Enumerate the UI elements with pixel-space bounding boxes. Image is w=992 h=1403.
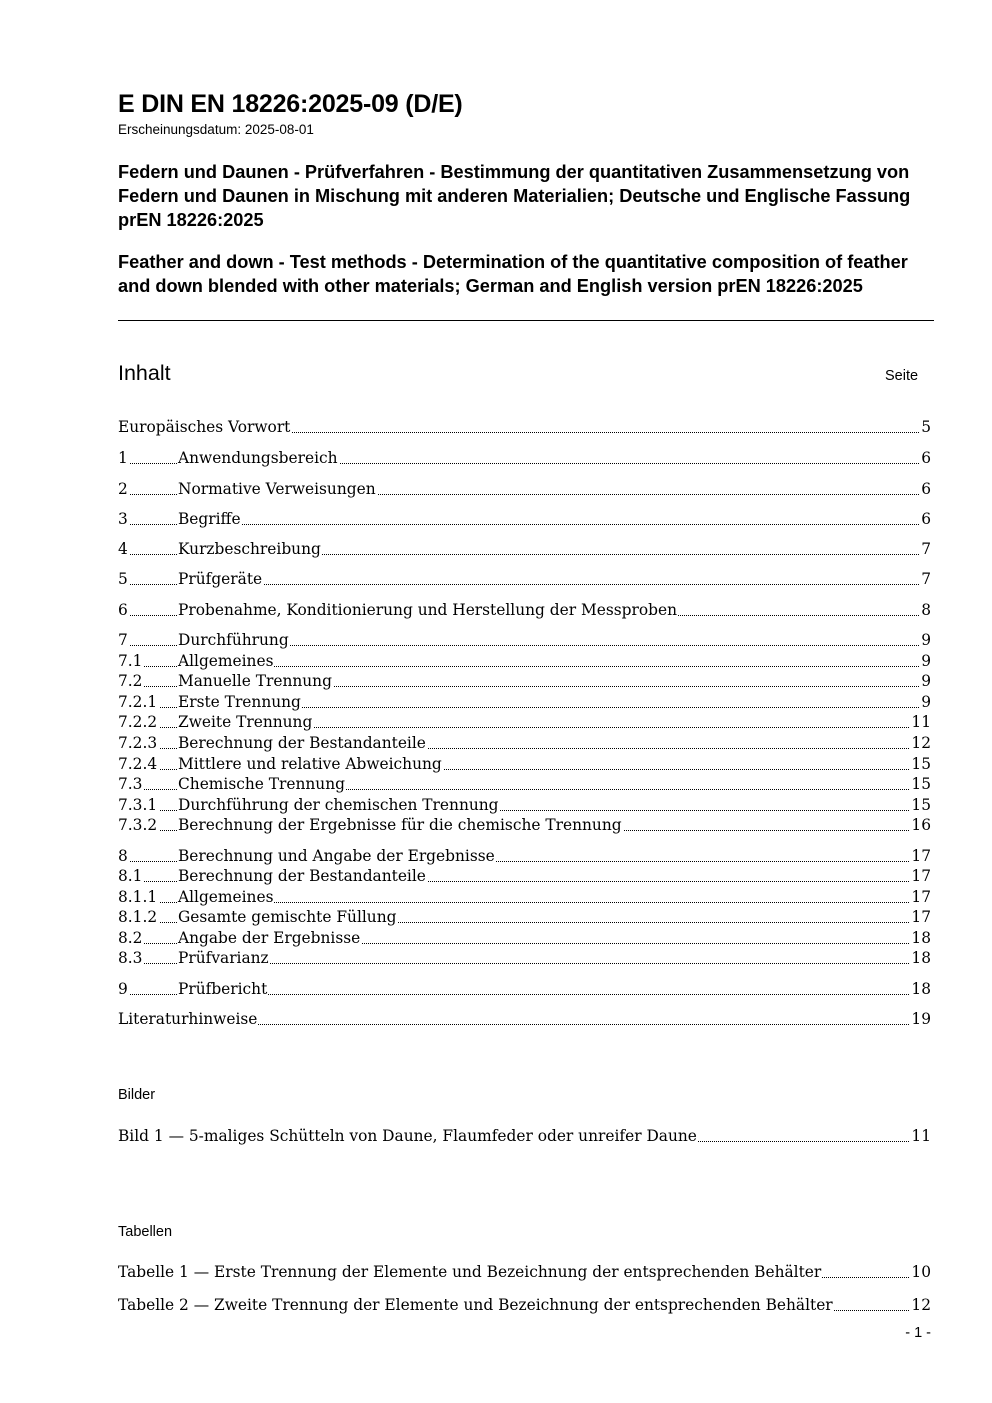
title-german: Federn und Daunen - Prüfverfahren - Bestimmung der quantitativen Zusammensetzung von Federn und Daunen in Mischung mit anderen Materialien; Deutsche und Englische Fassung prEN 18226:2025 bbox=[118, 162, 911, 230]
page-column-label: Seite bbox=[885, 368, 919, 384]
toc-entry-page: 11 bbox=[911, 713, 931, 731]
toc-entry[interactable] bbox=[118, 845, 931, 867]
toc-entry-title: Prüfgeräte bbox=[178, 570, 263, 588]
toc-entry-title: Durchführung der chemischen Trennung bbox=[178, 796, 499, 814]
toc-entry[interactable] bbox=[118, 508, 931, 530]
toc-entry-number: 7.2.2 bbox=[118, 713, 158, 731]
toc-entry-page: 12 bbox=[911, 734, 931, 752]
table-entry[interactable] bbox=[118, 1294, 931, 1316]
toc-entry-page: 15 bbox=[911, 755, 931, 773]
toc-entry-number: 8.1.1 bbox=[118, 888, 158, 906]
toc-entry[interactable] bbox=[118, 753, 931, 775]
toc-entry-number: 7.2.4 bbox=[118, 755, 158, 773]
toc-entry[interactable] bbox=[118, 773, 931, 795]
toc-entry-page: 17 bbox=[911, 908, 931, 926]
toc-entry[interactable] bbox=[118, 599, 931, 621]
publication-date: Erscheinungsdatum: 2025-08-01 bbox=[118, 122, 314, 137]
toc-entry-page: 9 bbox=[921, 693, 931, 711]
toc-entry-number: 3 bbox=[118, 510, 128, 528]
toc-entry-number: 8.2 bbox=[118, 929, 143, 947]
toc-entry-page: 17 bbox=[911, 867, 931, 885]
toc-entry-number: 7.2.1 bbox=[118, 693, 158, 711]
toc-entry-number: 7.3.2 bbox=[118, 816, 158, 834]
toc-entry-number: 8.3 bbox=[118, 949, 143, 967]
toc-entry-page: 5 bbox=[921, 418, 931, 436]
toc-entry-title: Prüfvarianz bbox=[178, 949, 269, 967]
toc-entry-number: 8.1 bbox=[118, 867, 143, 885]
toc-entry-title: Berechnung der Bestandanteile bbox=[178, 734, 426, 752]
toc-entry-page: 6 bbox=[921, 510, 931, 528]
title-divider bbox=[118, 320, 934, 321]
table-entry-page: 10 bbox=[911, 1263, 931, 1281]
page-number: - 1 - bbox=[905, 1325, 931, 1341]
toc-entry[interactable] bbox=[118, 865, 931, 887]
toc-entry-title: Durchführung bbox=[178, 631, 289, 649]
toc-entry-page: 18 bbox=[911, 929, 931, 947]
toc-entry-page: 17 bbox=[911, 847, 931, 865]
toc-entry-title: Berechnung und Angabe der Ergebnisse bbox=[178, 847, 495, 865]
toc-entry-title: Allgemeines bbox=[178, 652, 274, 670]
toc-entry-title: Anwendungsbereich bbox=[178, 449, 338, 467]
toc-entry-number: 2 bbox=[118, 480, 128, 498]
toc-entry-page: 9 bbox=[921, 631, 931, 649]
toc-entry-number: 7.3.1 bbox=[118, 796, 158, 814]
toc-entry-title: Normative Verweisungen bbox=[178, 480, 376, 498]
toc-entry-page: 18 bbox=[911, 980, 931, 998]
toc-entry[interactable] bbox=[118, 416, 931, 438]
title-english: Feather and down - Test methods - Determination of the quantitative composition of feather and down blended with other materials; German and English version prEN 18226:2025 bbox=[118, 252, 908, 296]
toc-entry[interactable] bbox=[118, 538, 931, 560]
toc-entry[interactable] bbox=[118, 978, 931, 1000]
toc-entry[interactable] bbox=[118, 794, 931, 816]
toc-entry-page: 15 bbox=[911, 796, 931, 814]
toc-entry-page: 7 bbox=[921, 570, 931, 588]
table-entry-title: Tabelle 1 — Erste Trennung der Elemente und Bezeichnung der entsprechenden Behälter bbox=[118, 1263, 822, 1281]
toc-entry[interactable] bbox=[118, 947, 931, 969]
toc-entry-title: Gesamte gemischte Füllung bbox=[178, 908, 397, 926]
toc-entry-page: 6 bbox=[921, 449, 931, 467]
toc-entry[interactable] bbox=[118, 711, 931, 733]
toc-entry-number: 9 bbox=[118, 980, 128, 998]
toc-entry[interactable] bbox=[118, 670, 931, 692]
toc-entry-page: 7 bbox=[921, 540, 931, 558]
toc-entry-page: 15 bbox=[911, 775, 931, 793]
toc-entry[interactable] bbox=[118, 906, 931, 928]
toc-entry-page: 19 bbox=[911, 1010, 931, 1028]
toc-entry-title: Mittlere und relative Abweichung bbox=[178, 755, 442, 773]
toc-entry-number: 7 bbox=[118, 631, 128, 649]
toc-entry-number: 4 bbox=[118, 540, 128, 558]
document-id: E DIN EN 18226:2025-09 (D/E) bbox=[118, 90, 463, 118]
toc-entry[interactable] bbox=[118, 1008, 931, 1030]
toc-entry-page: 8 bbox=[921, 601, 931, 619]
toc-entry-title: Manuelle Trennung bbox=[178, 672, 332, 690]
figure-entry[interactable] bbox=[118, 1125, 931, 1147]
toc-entry-title: Kurzbeschreibung bbox=[178, 540, 321, 558]
figures-heading: Bilder bbox=[118, 1087, 156, 1103]
toc-entry-page: 9 bbox=[921, 652, 931, 670]
toc-entry[interactable] bbox=[118, 732, 931, 754]
toc-entry[interactable] bbox=[118, 478, 931, 500]
toc-entry-page: 9 bbox=[921, 672, 931, 690]
toc-entry[interactable] bbox=[118, 447, 931, 469]
toc-entry-title: Chemische Trennung bbox=[178, 775, 345, 793]
toc-heading: Inhalt bbox=[118, 361, 171, 385]
toc-entry-number: 8 bbox=[118, 847, 128, 865]
toc-entry-page: 6 bbox=[921, 480, 931, 498]
toc-entry[interactable] bbox=[118, 629, 931, 651]
toc-entry-title: Probenahme, Konditionierung und Herstellung der Messproben bbox=[178, 601, 677, 619]
toc-entry-page: 16 bbox=[911, 816, 931, 834]
toc-entry[interactable] bbox=[118, 927, 931, 949]
table-entry-page: 12 bbox=[911, 1296, 931, 1314]
toc-entry-number: 5 bbox=[118, 570, 128, 588]
table-entry[interactable] bbox=[118, 1261, 931, 1283]
toc-entry-number: 8.1.2 bbox=[118, 908, 158, 926]
toc-entry[interactable] bbox=[118, 568, 931, 590]
toc-entry-number: 6 bbox=[118, 601, 128, 619]
toc-entry-title: Zweite Trennung bbox=[178, 713, 313, 731]
toc-entry[interactable] bbox=[118, 814, 931, 836]
toc-entry-title: Allgemeines bbox=[178, 888, 274, 906]
toc-entry-number: 1 bbox=[118, 449, 128, 467]
figure-entry-title: Bild 1 — 5-maliges Schütteln von Daune, Flaumfeder oder unreifer Daune bbox=[118, 1127, 697, 1145]
toc-entry-title: Prüfbericht bbox=[178, 980, 268, 998]
toc-entry-title: Angabe der Ergebnisse bbox=[178, 929, 361, 947]
toc-entry-title: Begriffe bbox=[178, 510, 241, 528]
toc-entry-number: 7.2.3 bbox=[118, 734, 158, 752]
toc-entry-number: 7.1 bbox=[118, 652, 143, 670]
toc-entry-page: 17 bbox=[911, 888, 931, 906]
toc-entry[interactable] bbox=[118, 650, 931, 672]
toc-entry-title: Erste Trennung bbox=[178, 693, 301, 711]
toc-entry-title: Europäisches Vorwort bbox=[118, 418, 291, 436]
toc-entry-number: 7.3 bbox=[118, 775, 143, 793]
toc-entry-title: Berechnung der Ergebnisse für die chemische Trennung bbox=[178, 816, 622, 834]
table-entry-title: Tabelle 2 — Zweite Trennung der Elemente und Bezeichnung der entsprechenden Behälter bbox=[118, 1296, 833, 1314]
toc-entry-page: 18 bbox=[911, 949, 931, 967]
toc-entry[interactable] bbox=[118, 886, 931, 908]
toc-entry[interactable] bbox=[118, 691, 931, 713]
toc-entry-title: Berechnung der Bestandanteile bbox=[178, 867, 426, 885]
toc-entry-title: Literaturhinweise bbox=[118, 1010, 258, 1028]
toc-entry-number: 7.2 bbox=[118, 672, 143, 690]
figure-entry-page: 11 bbox=[911, 1127, 931, 1145]
tables-heading: Tabellen bbox=[118, 1224, 173, 1240]
